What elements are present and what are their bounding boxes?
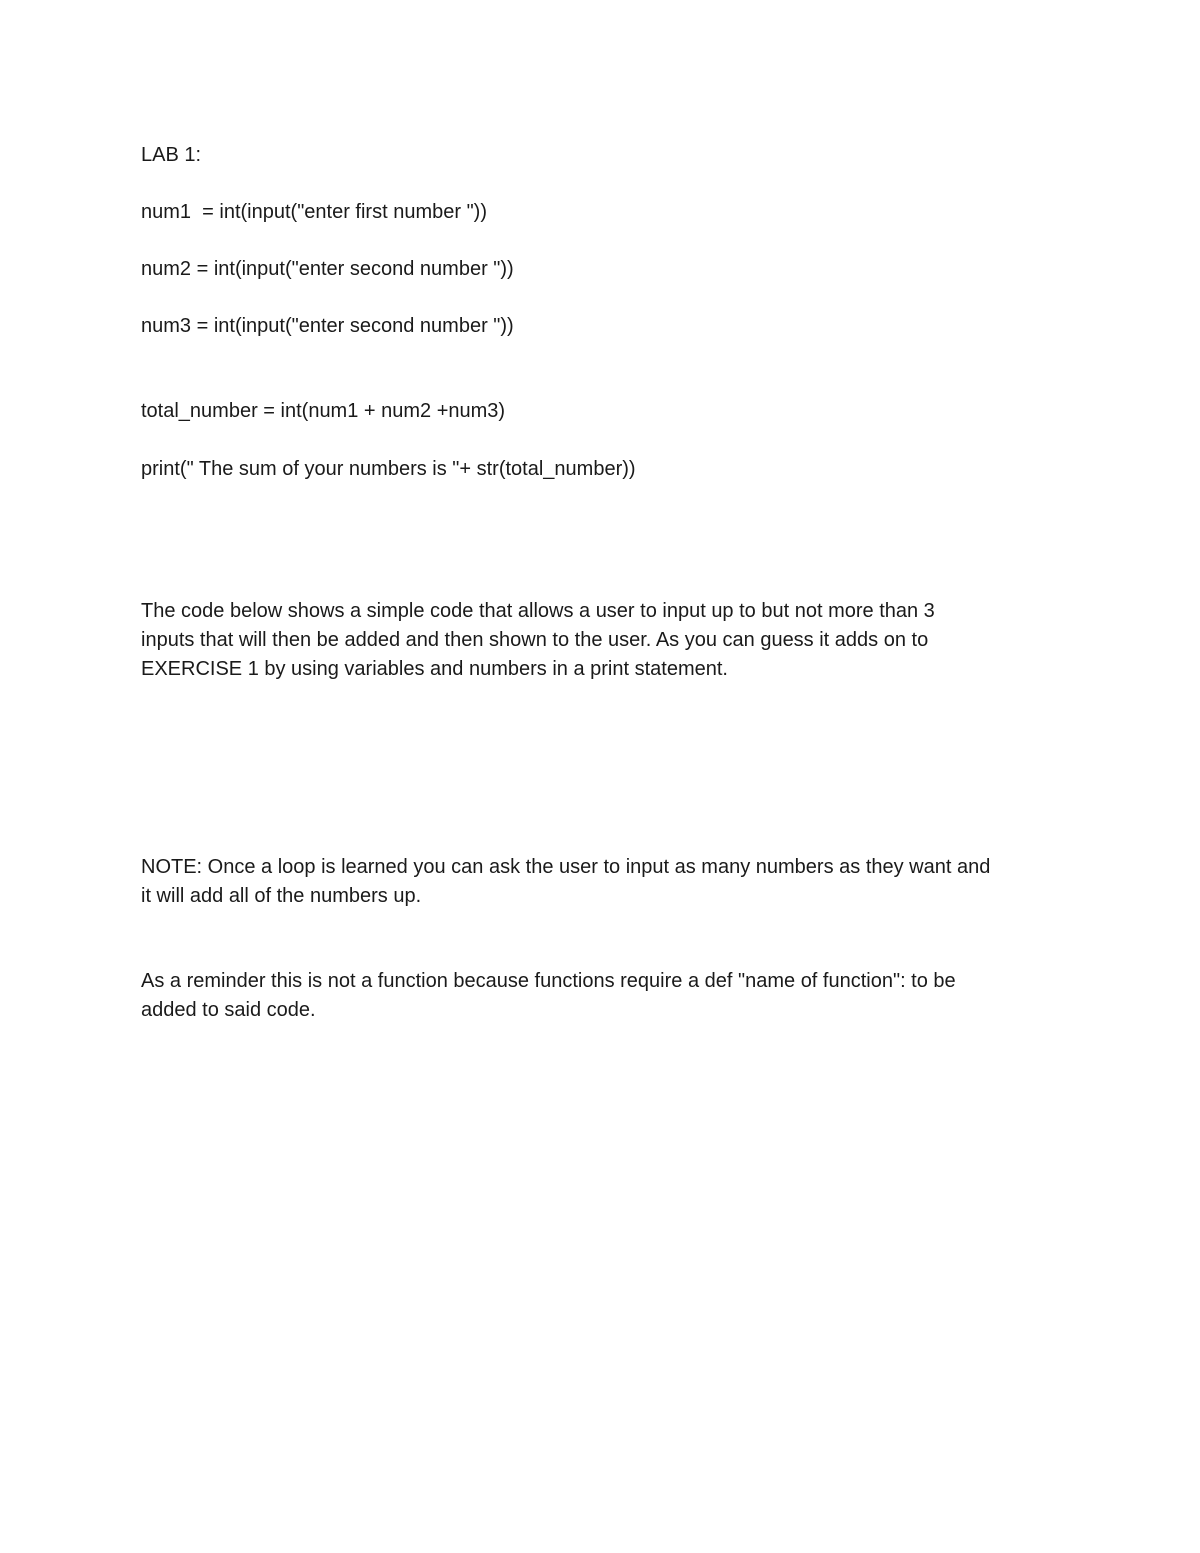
note-line: NOTE: Once a loop is learned you can ask the user to input as many numbers as they want and: [141, 856, 991, 878]
reminder-line: As a reminder this is not a function because functions require a def "name of function": to be: [141, 970, 956, 992]
note-paragraph: [141, 853, 1081, 911]
code-line-num3: num3 = int(input("enter second number ")): [141, 315, 514, 337]
code-line-num1: num1 = int(input("enter first number ")): [141, 201, 487, 223]
description-line: The code below shows a simple code that allows a user to input up to but not more than 3: [141, 600, 935, 622]
note-line: it will add all of the numbers up.: [141, 885, 422, 907]
code-line-total: total_number = int(num1 + num2 +num3): [141, 400, 506, 422]
description-line: EXERCISE 1 by using variables and numbers in a print statement.: [141, 658, 728, 680]
code-line-print: print(" The sum of your numbers is "+ str(total_number)): [141, 458, 636, 480]
reminder-line: added to said code.: [141, 999, 316, 1021]
code-line-num2: num2 = int(input("enter second number ")): [141, 258, 514, 280]
description-line: inputs that will then be added and then shown to the user. As you can guess it adds on to: [141, 629, 929, 651]
reminder-paragraph: [141, 967, 1081, 1025]
description-paragraph: [141, 597, 1081, 684]
lab-heading: LAB 1:: [141, 144, 202, 166]
